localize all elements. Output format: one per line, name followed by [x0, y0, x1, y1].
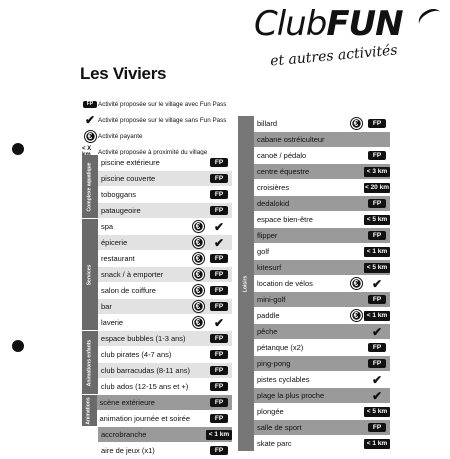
- distance-badge: < 3 km: [364, 167, 390, 177]
- table-row: [254, 372, 390, 388]
- check-icon: ✔: [213, 235, 225, 250]
- table-row: [254, 340, 390, 356]
- fun-pass-badge: FP: [368, 199, 386, 208]
- category-label: Animations: [82, 395, 97, 427]
- category-label: Services: [82, 219, 98, 331]
- table-row: [98, 187, 232, 203]
- activity-name: piscine couverte: [101, 174, 156, 183]
- fun-pass-badge: FP: [368, 119, 386, 128]
- activity-name: espace bubbles (1-3 ans): [100, 334, 186, 343]
- activity-name: mini-golf: [257, 295, 286, 304]
- fun-pass-badge: FP: [83, 101, 97, 108]
- table-row: [98, 235, 232, 251]
- activity-name: centre équestre: [257, 167, 310, 176]
- table-row: [254, 244, 390, 260]
- table-row: [98, 299, 232, 315]
- fun-pass-badge: FP: [210, 414, 228, 423]
- category-group: [82, 331, 232, 395]
- distance-badge: < 5 km: [364, 215, 390, 225]
- fun-pass-badge: FP: [210, 158, 228, 167]
- logo-subtitle: et autres activités: [269, 42, 399, 70]
- table-row: [98, 219, 232, 235]
- activity-name: club ados (12-15 ans et +): [100, 382, 189, 391]
- table-row: [254, 276, 390, 292]
- fun-pass-badge: FP: [210, 174, 228, 183]
- activity-name: aire de jeux (x1): [101, 446, 155, 455]
- right-activity-table: [238, 116, 390, 452]
- fun-pass-badge: FP: [368, 359, 386, 368]
- distance-badge: < 1 km: [206, 430, 232, 440]
- table-row: [254, 388, 390, 404]
- page-title: Les Viviers: [80, 64, 167, 83]
- fun-pass-badge: FP: [210, 366, 228, 375]
- euro-icon: €: [193, 317, 204, 328]
- check-icon: ✔: [371, 388, 383, 403]
- activity-name: snack / à emporter: [101, 270, 164, 279]
- logo-swoosh-icon: [415, 5, 444, 32]
- table-row: [98, 267, 232, 283]
- legend-item: [82, 112, 234, 128]
- category-group: [82, 395, 232, 427]
- euro-icon: €: [193, 285, 204, 296]
- legend-item: [82, 96, 234, 112]
- table-row: [254, 116, 390, 132]
- category-label: [82, 427, 98, 459]
- activity-name: dedalokid: [257, 199, 290, 208]
- table-row: [254, 196, 390, 212]
- clubfun-logo: ClubFUN et autres activités: [248, 4, 448, 84]
- legend-text: Activité proposée sur le village avec Fun Pass: [98, 100, 227, 108]
- fun-pass-badge: FP: [368, 343, 386, 352]
- euro-icon: €: [351, 310, 362, 321]
- activity-name: ping-pong: [257, 359, 291, 368]
- distance-badge: < 1 km: [364, 439, 390, 449]
- category-group: [238, 116, 390, 452]
- category-group: [82, 155, 232, 219]
- activity-name: salle de sport: [257, 423, 302, 432]
- legend: [82, 96, 234, 160]
- table-row: [97, 395, 232, 411]
- table-row: [254, 260, 390, 276]
- activity-name: club barracudas (8-11 ans): [100, 366, 190, 375]
- table-row: [98, 203, 232, 219]
- activity-name: croisières: [257, 183, 290, 192]
- euro-icon: €: [193, 237, 204, 248]
- euro-icon: €: [193, 253, 204, 264]
- distance-badge: < 20 km: [364, 184, 390, 191]
- fun-pass-badge: FP: [210, 254, 228, 263]
- table-row: [254, 148, 390, 164]
- fun-pass-badge: FP: [210, 382, 228, 391]
- activity-name: plongée: [257, 407, 284, 416]
- activity-name: toboggans: [101, 190, 137, 199]
- left-activity-table: [82, 155, 232, 459]
- table-row: [98, 251, 232, 267]
- euro-icon: €: [85, 131, 96, 142]
- check-icon: ✔: [213, 315, 225, 330]
- distance-badge: < 5 km: [364, 407, 390, 417]
- activity-name: cabane ostréiculteur: [257, 135, 325, 144]
- table-row: [98, 347, 232, 363]
- activity-name: canoë / pédalo: [257, 151, 307, 160]
- table-row: [254, 292, 390, 308]
- table-row: [98, 171, 232, 187]
- activity-name: flipper: [257, 231, 278, 240]
- fun-pass-badge: FP: [210, 350, 228, 359]
- activity-name: skate parc: [257, 439, 292, 448]
- activity-name: restaurant: [101, 254, 135, 263]
- fun-pass-badge: FP: [368, 231, 386, 240]
- activity-name: salon de coiffure: [101, 286, 156, 295]
- activity-name: billard: [257, 119, 278, 128]
- table-row: [254, 324, 390, 340]
- activity-name: bar: [101, 302, 112, 311]
- fun-pass-badge: FP: [210, 398, 228, 407]
- euro-icon: €: [193, 301, 204, 312]
- check-icon: ✔: [371, 276, 383, 291]
- activity-name: animation journée et soirée: [99, 414, 190, 423]
- table-row: [98, 363, 232, 379]
- activity-name: scène extérieure: [99, 398, 155, 407]
- table-row: [98, 379, 232, 395]
- check-icon: ✔: [84, 113, 96, 127]
- table-row: [97, 411, 232, 427]
- table-row: [98, 443, 232, 459]
- table-row: [254, 132, 390, 148]
- activity-name: piscine extérieure: [101, 158, 160, 167]
- category-group: [82, 427, 232, 459]
- table-row: [254, 356, 390, 372]
- fun-pass-badge: FP: [210, 286, 228, 295]
- distance-badge: < X: [82, 146, 92, 152]
- table-row: [98, 427, 232, 443]
- legend-text: Activité payante: [98, 132, 143, 140]
- table-row: [254, 180, 390, 196]
- activity-name: kitesurf: [257, 263, 282, 272]
- fun-pass-badge: FP: [210, 334, 228, 343]
- activity-name: accrobranche: [101, 430, 147, 439]
- activity-name: location de vélos: [257, 279, 313, 288]
- fun-pass-badge: FP: [368, 151, 386, 160]
- table-row: [98, 315, 232, 331]
- check-icon: ✔: [213, 219, 225, 234]
- table-row: [254, 228, 390, 244]
- euro-icon: €: [351, 118, 362, 129]
- category-label: Loisirs: [238, 116, 254, 452]
- distance-badge: < 1 km: [364, 247, 390, 257]
- table-row: [254, 164, 390, 180]
- activity-name: laverie: [101, 318, 124, 327]
- activity-name: golf: [257, 247, 270, 256]
- table-row: [254, 308, 390, 324]
- legend-item: [82, 128, 234, 144]
- check-icon: ✔: [371, 372, 383, 387]
- activity-name: paddle: [257, 311, 280, 320]
- distance-badge: < 5 km: [364, 263, 390, 273]
- fun-pass-badge: FP: [210, 302, 228, 311]
- activity-name: pistes cyclables: [257, 375, 310, 384]
- activity-name: pétanque (x2): [257, 343, 304, 352]
- table-row: [98, 331, 232, 347]
- activity-name: club pirates (4-7 ans): [100, 350, 172, 359]
- fun-pass-badge: FP: [210, 206, 228, 215]
- euro-icon: €: [193, 269, 204, 280]
- table-row: [254, 420, 390, 436]
- legend-text: Activité proposée à proximité du village: [98, 148, 208, 156]
- table-row: [254, 404, 390, 420]
- legend-text: Activité proposée sur le village sans Fun Pass: [98, 116, 227, 124]
- fun-pass-badge: FP: [210, 190, 228, 199]
- fun-pass-badge: FP: [368, 423, 386, 432]
- euro-icon: €: [193, 221, 204, 232]
- table-row: [98, 283, 232, 299]
- activity-name: plage la plus proche: [257, 391, 325, 400]
- distance-badge: < 1 km: [364, 311, 390, 321]
- category-label: Complexe aquatique: [82, 155, 98, 219]
- activity-name: spa: [101, 222, 114, 231]
- check-icon: ✔: [371, 324, 383, 339]
- euro-icon: €: [351, 278, 362, 289]
- table-row: [254, 212, 390, 228]
- fun-pass-badge: FP: [210, 446, 228, 455]
- activity-name: pataugeoire: [101, 206, 141, 215]
- activity-name: pêche: [257, 327, 278, 336]
- category-label: Animations enfants: [82, 331, 98, 395]
- punch-hole-bottom: [12, 340, 24, 352]
- fun-pass-badge: FP: [368, 295, 386, 304]
- activity-name: épicerie: [101, 238, 128, 247]
- fun-pass-badge: FP: [210, 270, 228, 279]
- category-group: [82, 219, 232, 331]
- table-row: [98, 155, 232, 171]
- activity-name: espace bien-être: [257, 215, 313, 224]
- punch-hole-top: [12, 143, 24, 155]
